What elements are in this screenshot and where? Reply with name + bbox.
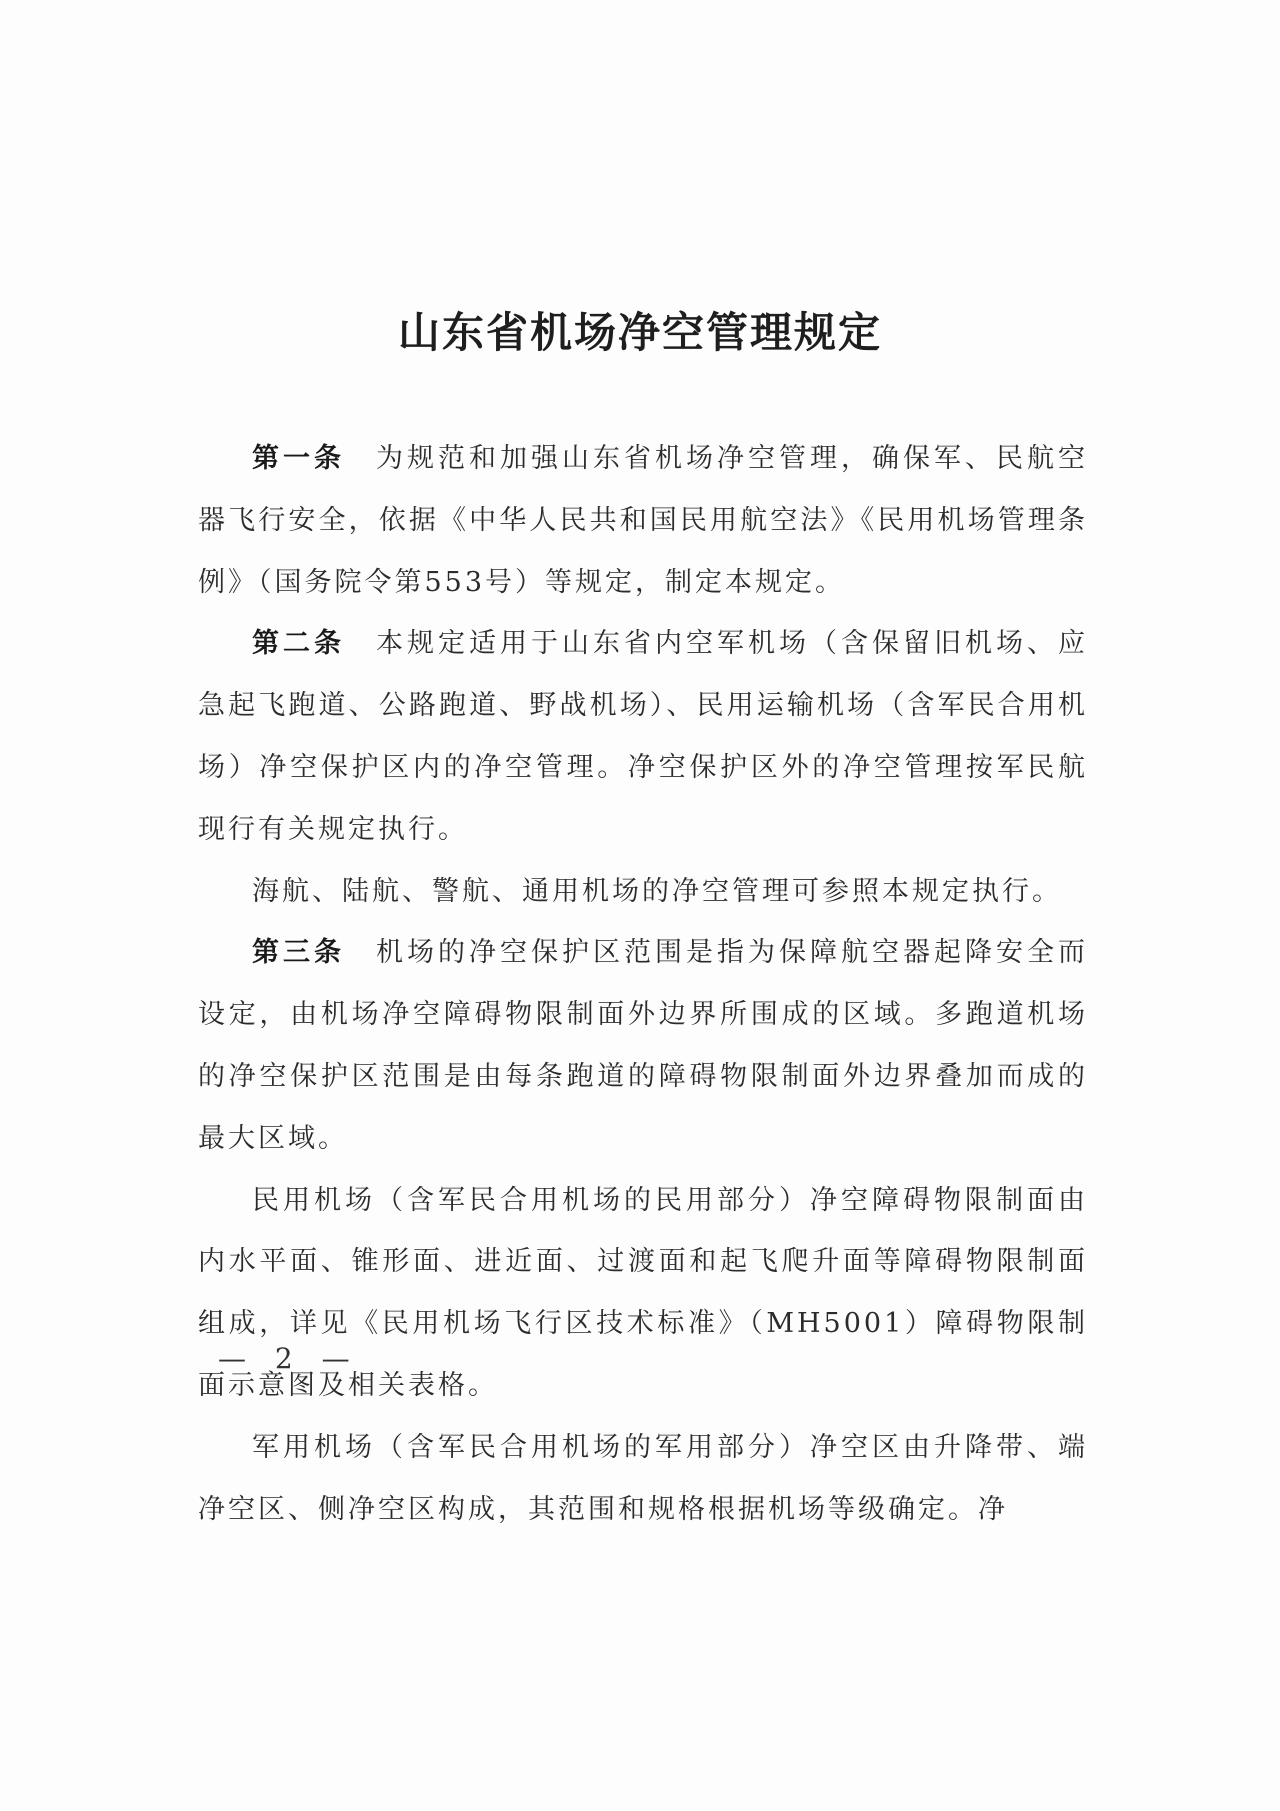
paragraph-text: 军用机场（含军民合用机场的军用部分）净空区由升降带、端净空区、侧净空区构成，其范围和规格根据机场等级确定。净 bbox=[198, 1431, 1088, 1525]
paragraph-article-1 bbox=[198, 428, 1088, 613]
paragraph-article-3-civil bbox=[198, 1170, 1088, 1417]
paragraph-text: 本规定适用于山东省内空军机场（含保留旧机场、应急起飞跑道、公路跑道、野战机场）、民用运输机场（含军民合用机场）净空保护区内的净空管理。净空保护区外的净空管理按军民航现行有关规定执行。 bbox=[198, 628, 1088, 845]
paragraph-article-2-supplement bbox=[198, 861, 1088, 923]
paragraph-text: 机场的净空保护区范围是指为保障航空器起降安全而设定，由机场净空障碍物限制面外边界所围成的区域。多跑道机场的净空保护区范围是由每条跑道的障碍物限制面外边界叠加而成的最大区域。 bbox=[198, 937, 1088, 1154]
article-label: 第二条 bbox=[252, 628, 345, 660]
paragraph-article-3 bbox=[198, 922, 1088, 1169]
article-label: 第一条 bbox=[252, 443, 345, 474]
paragraph-article-3-military bbox=[198, 1417, 1088, 1541]
paragraph-article-2 bbox=[198, 613, 1088, 860]
document-title: 山东省机场净空管理规定 bbox=[397, 308, 882, 357]
paragraph-text: 海航、陆航、警航、通用机场的净空管理可参照本规定执行。 bbox=[252, 875, 1062, 907]
article-label: 第三条 bbox=[252, 937, 345, 969]
paragraph-text: 为规范和加强山东省机场净空管理，确保军、民航空器飞行安全，依据《中华人民共和国民用航空法》《民用机场管理条例》（国务院令第553号）等规定，制定本规定。 bbox=[198, 443, 1088, 598]
paragraph-text: 民用机场（含军民合用机场的民用部分）净空障碍物限制面由内水平面、锥形面、进近面、过渡面和起飞爬升面等障碍物限制面组成，详见《民用机场飞行区技术标准》（MH5001）障碍物限制面示意图及相关表格。 bbox=[198, 1184, 1088, 1401]
page-number: — 2 — bbox=[218, 1342, 360, 1375]
